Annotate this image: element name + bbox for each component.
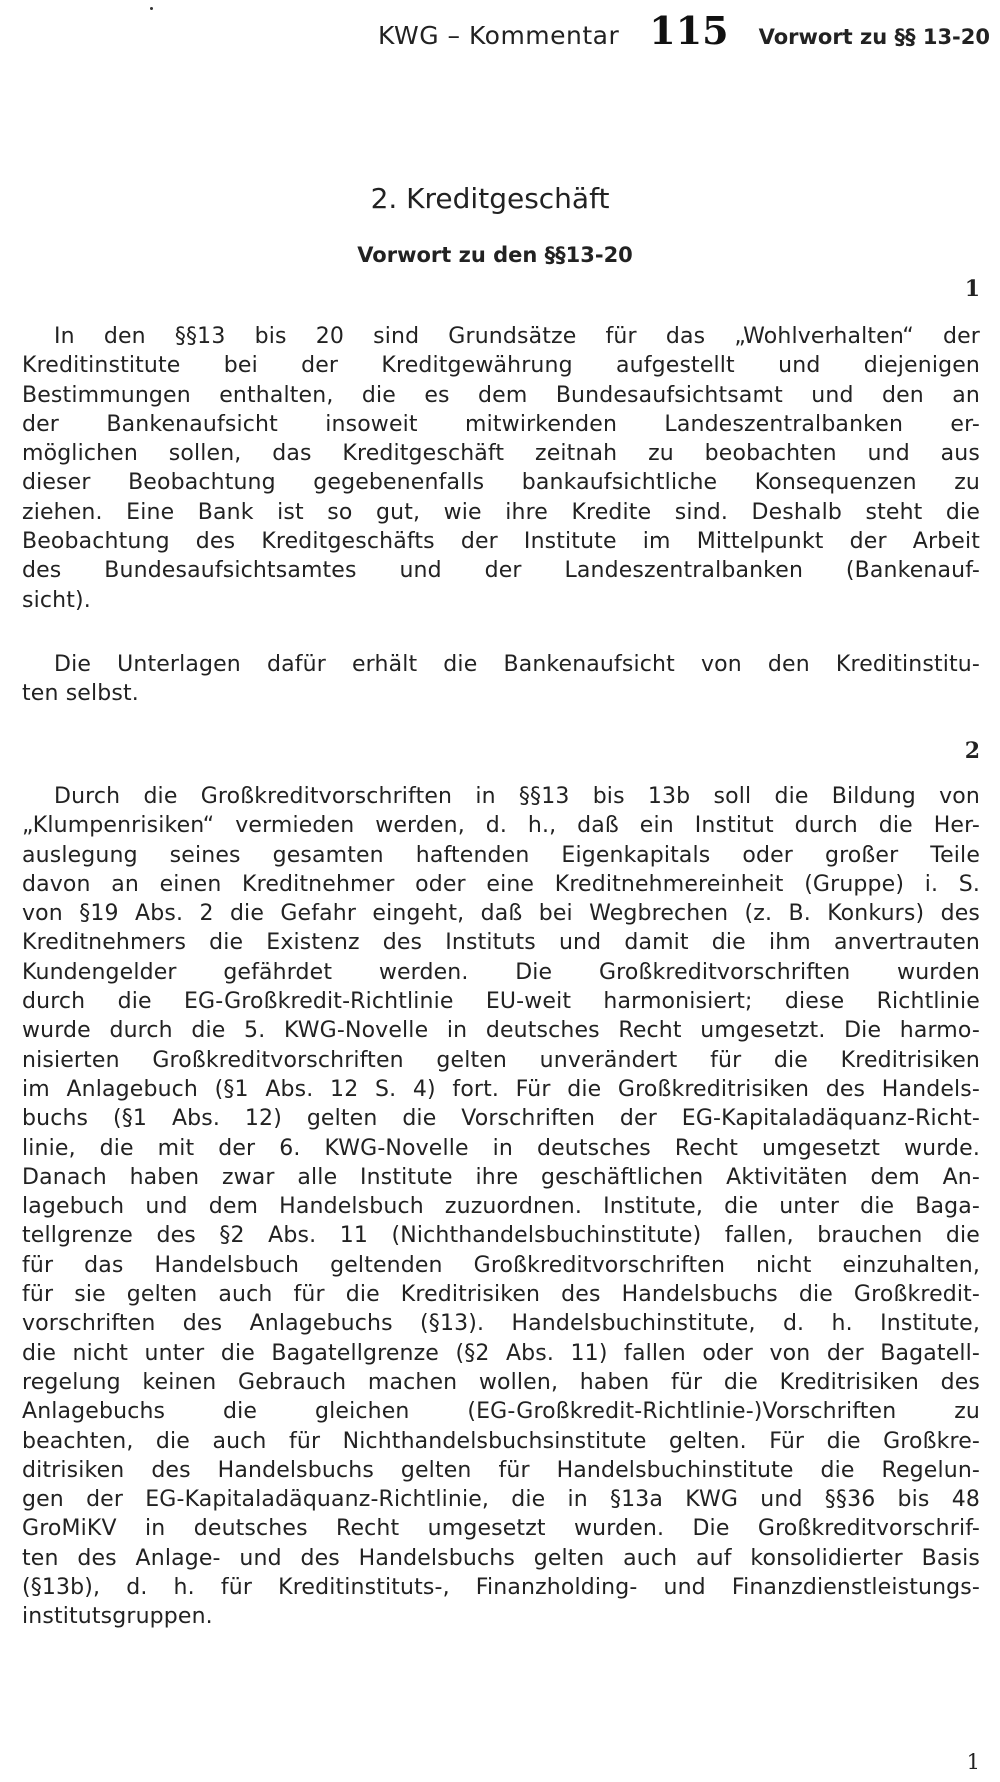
text-line: regelung keinen Gebrauch machen wollen, haben für die Kreditrisiken des (22, 1369, 980, 1395)
text-line: ten selbst. (22, 681, 139, 707)
paragraph-1 (22, 322, 980, 615)
text-line: tellgrenze des §2 Abs. 11 (Nichthandelsbuchinstitute) fallen, brauchen die (22, 1223, 980, 1249)
text-line: buchs (§1 Abs. 12) gelten die Vorschriften der EG-Kapitaladäquanz-Richt- (22, 1106, 980, 1132)
text-line: Danach haben zwar alle Institute ihre geschäftlichen Aktivitäten dem An- (22, 1164, 980, 1190)
text-line: für das Handelsbuch geltenden Großkreditvorschriften nicht einzuhalten, (22, 1252, 980, 1278)
text-line: beachten, die auch für Nichthandelsbuchsinstitute gelten. Für die Großkre- (22, 1428, 980, 1454)
text-line: auslegung seines gesamten haftenden Eigenkapitals oder großer Teile (22, 842, 980, 868)
paragraph-2 (22, 650, 980, 709)
margin-number-1: 1 (964, 276, 980, 302)
text-line: dieser Beobachtung gegebenenfalls bankaufsichtliche Konsequenzen zu (22, 470, 980, 496)
text-line: ten des Anlage- und des Handelsbuchs gelten auch auf konsolidierter Basis (22, 1545, 980, 1571)
text-line: GroMiKV in deutsches Recht umgesetzt wurden. Die Großkreditvorschrif- (22, 1516, 980, 1542)
text-line: In den §§13 bis 20 sind Grundsätze für das „Wohlverhalten“ der (54, 324, 980, 349)
text-line: Kreditinstitute bei der Kreditgewährung aufgestellt und diejenigen (22, 353, 980, 379)
text-line: Durch die Großkreditvorschriften in §§13 bis 13b soll die Bildung von (54, 784, 980, 809)
text-line: institutsgruppen. (22, 1604, 213, 1630)
section-title: Vorwort zu den §§13-20 (357, 243, 633, 267)
text-line: Bestimmungen enthalten, die es dem Bundesaufsichtsamt und den an (22, 382, 980, 408)
text-line: von §19 Abs. 2 die Gefahr eingeht, daß bei Wegbrechen (z. B. Konkurs) des (22, 901, 980, 927)
text-line: die nicht unter die Bagatellgrenze (§2 Abs. 11) fallen oder von der Bagatell- (22, 1340, 980, 1366)
text-line: sicht). (22, 587, 91, 613)
text-line: lagebuch und dem Handelsbuch zuzuordnen. Institute, die unter die Baga- (22, 1194, 980, 1220)
text-line: der Bankenaufsicht insoweit mitwirkenden Landeszentralbanken er- (22, 411, 980, 437)
text-line: Beobachtung des Kreditgeschäfts der Institute im Mittelpunkt der Arbeit (22, 529, 980, 555)
header-section-reference: Vorwort zu §§ 13-20 (758, 25, 990, 49)
chapter-title: 2. Kreditgeschäft (370, 182, 610, 215)
text-line: nisierten Großkreditvorschriften gelten unverändert für die Kreditrisiken (22, 1047, 980, 1073)
text-line: (§13b), d. h. für Kreditinstituts-, Finanzholding- und Finanzdienstleistungs- (22, 1575, 980, 1601)
header-page-number: 115 (649, 8, 729, 53)
text-line: ditrisiken des Handelsbuchs gelten für Handelsbuchinstitute die Regelun- (22, 1457, 980, 1483)
text-line: Kreditnehmers die Existenz des Instituts und damit die ihm anvertrauten (22, 930, 980, 956)
text-line: Die Unterlagen dafür erhält die Bankenaufsicht von den Kreditinstitu- (54, 652, 980, 677)
text-line: vorschriften des Anlagebuchs (§13). Handelsbuchinstitute, d. h. Institute, (22, 1311, 980, 1337)
paragraph-3 (22, 782, 980, 1632)
text-line: möglichen sollen, das Kreditgeschäft zeitnah zu beobachten und aus (22, 441, 980, 467)
text-line: für sie gelten auch für die Kreditrisiken des Handelsbuchs die Großkredit- (22, 1282, 980, 1308)
text-line: davon an einen Kreditnehmer oder eine Kreditnehmereinheit (Gruppe) i. S. (22, 871, 980, 897)
footer-number: 1 (966, 1750, 980, 1774)
text-line: Kundengelder gefährdet werden. Die Großkreditvorschriften wurden (22, 959, 980, 985)
text-line: ziehen. Eine Bank ist so gut, wie ihre Kredite sind. Deshalb steht die (22, 499, 980, 525)
text-line: wurde durch die 5. KWG-Novelle in deutsches Recht umgesetzt. Die harmo- (22, 1018, 980, 1044)
text-line: linie, die mit der 6. KWG-Novelle in deutsches Recht umgesetzt wurde. (22, 1135, 980, 1161)
margin-number-2: 2 (964, 738, 980, 764)
text-line: im Anlagebuch (§1 Abs. 12 S. 4) fort. Für die Großkreditrisiken des Handels- (22, 1076, 980, 1102)
text-line: „Klumpenrisiken“ vermieden werden, d. h., daß ein Institut durch die Her- (22, 813, 980, 839)
text-line: durch die EG-Großkredit-Richtlinie EU-weit harmonisiert; diese Richtlinie (22, 989, 980, 1015)
scan-speck (150, 7, 153, 10)
text-line: des Bundesaufsichtsamtes und der Landeszentralbanken (Bankenauf- (22, 558, 980, 584)
running-header (378, 8, 990, 53)
text-line: Anlagebuchs die gleichen (EG-Großkredit-Richtlinie-)Vorschriften zu (22, 1399, 980, 1425)
header-book-title: KWG – Kommentar (378, 21, 620, 50)
text-line: gen der EG-Kapitaladäquanz-Richtlinie, die in §13a KWG und §§36 bis 48 (22, 1487, 980, 1513)
